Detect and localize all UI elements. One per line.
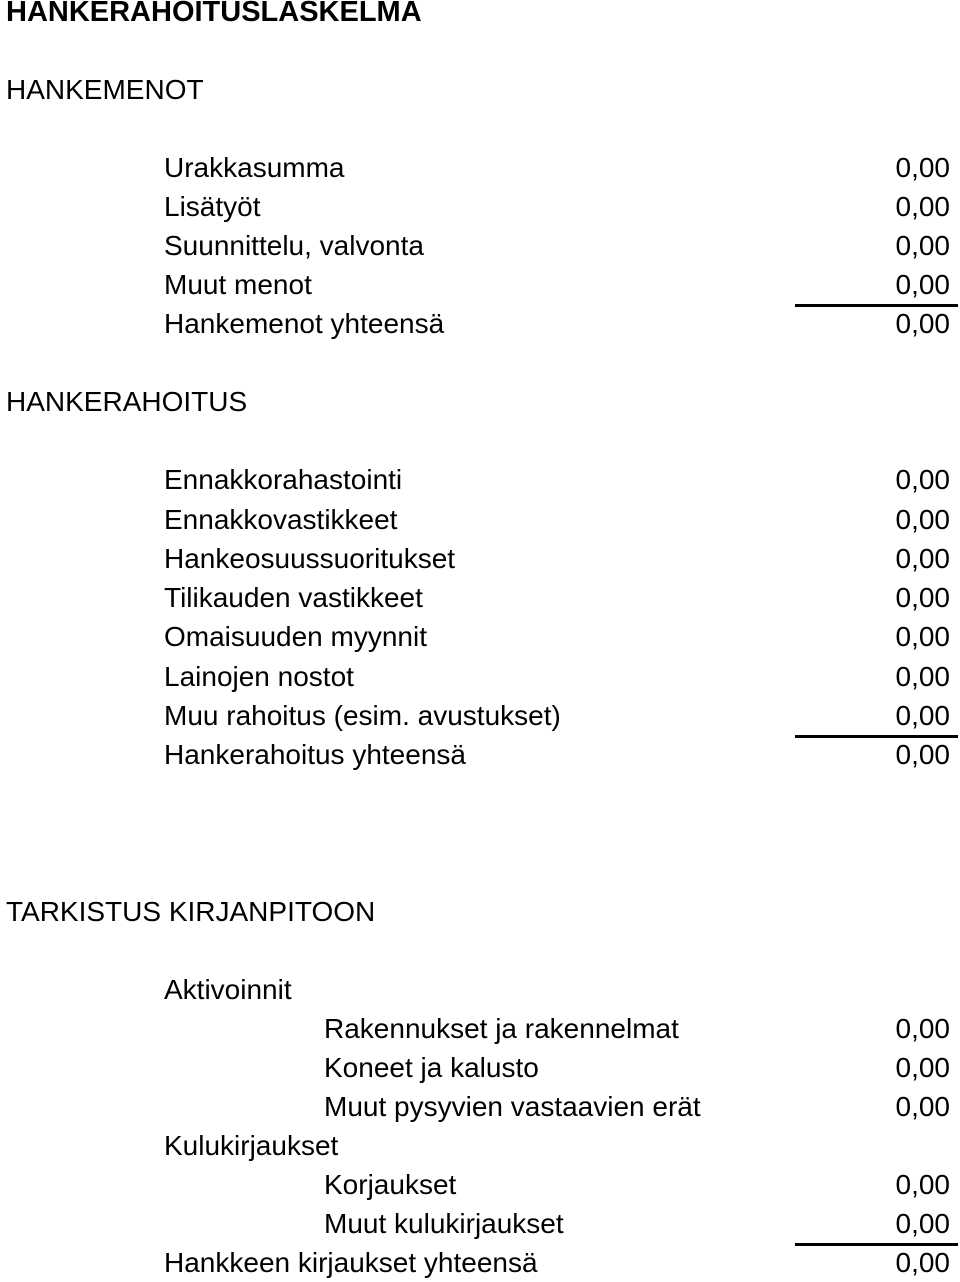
row-label-ennakkorahastointi: Ennakkorahastointi	[164, 464, 403, 495]
total-label-hankemenot: Hankemenot yhteensä	[164, 308, 445, 339]
row-value-urakkasumma: 0,00	[895, 152, 950, 183]
row-value-muut-kulukirjaukset: 0,00	[895, 1208, 950, 1239]
row-label-muut-pysyvien: Muut pysyvien vastaavien erät	[324, 1091, 701, 1122]
row-value-muut-menot: 0,00	[895, 269, 950, 300]
row-value-ennakkorahastointi: 0,00	[895, 464, 950, 495]
row-value-lainojen-nostot: 0,00	[895, 661, 950, 692]
row-value-koneet-ja-kalusto: 0,00	[895, 1052, 950, 1083]
row-label-muu-rahoitus: Muu rahoitus (esim. avustukset)	[164, 700, 561, 731]
row-value-rakennukset: 0,00	[895, 1013, 950, 1044]
row-value-omaisuuden-myynnit: 0,00	[895, 621, 950, 652]
row-label-lainojen-nostot: Lainojen nostot	[164, 661, 354, 692]
row-label-urakkasumma: Urakkasumma	[164, 152, 345, 183]
total-label-hankerahoitus: Hankerahoitus yhteensä	[164, 739, 466, 770]
row-value-korjaukset: 0,00	[895, 1169, 950, 1200]
row-value-ennakkovastikkeet: 0,00	[895, 504, 950, 535]
row-value-muut-pysyvien: 0,00	[895, 1091, 950, 1122]
row-label-rakennukset: Rakennukset ja rakennelmat	[324, 1013, 679, 1044]
row-label-ennakkovastikkeet: Ennakkovastikkeet	[164, 504, 398, 535]
row-label-lisatyot: Lisätyöt	[164, 191, 261, 222]
row-label-hankeosuussuoritukset: Hankeosuussuoritukset	[164, 543, 456, 574]
total-value-hankemenot: 0,00	[895, 308, 950, 339]
section-heading-tarkistus: TARKISTUS KIRJANPITOON	[6, 896, 376, 927]
total-divider-hankerahoitus	[795, 735, 958, 738]
section-heading-hankerahoitus: HANKERAHOITUS	[6, 386, 248, 417]
total-value-hankerahoitus: 0,00	[895, 739, 950, 770]
total-divider-hankemenot	[795, 304, 958, 307]
row-label-korjaukset: Korjaukset	[324, 1169, 457, 1200]
row-label-omaisuuden-myynnit: Omaisuuden myynnit	[164, 621, 428, 652]
group-label-aktivoinnit: Aktivoinnit	[164, 974, 292, 1005]
group-label-kulukirjaukset: Kulukirjaukset	[164, 1130, 339, 1161]
row-value-suunnittelu-valvonta: 0,00	[895, 230, 950, 261]
page-title: HANKERAHOITUSLASKELMA	[6, 0, 422, 28]
row-value-lisatyot: 0,00	[895, 191, 950, 222]
total-label-tarkistus: Hankkeen kirjaukset yhteensä	[164, 1247, 538, 1278]
row-value-tilikauden-vastikkeet: 0,00	[895, 582, 950, 613]
row-label-suunnittelu-valvonta: Suunnittelu, valvonta	[164, 230, 424, 261]
row-value-hankeosuussuoritukset: 0,00	[895, 543, 950, 574]
row-label-koneet-ja-kalusto: Koneet ja kalusto	[324, 1052, 539, 1083]
total-value-tarkistus: 0,00	[895, 1247, 950, 1278]
row-label-muut-kulukirjaukset: Muut kulukirjaukset	[324, 1208, 564, 1239]
row-label-tilikauden-vastikkeet: Tilikauden vastikkeet	[164, 582, 423, 613]
total-divider-tarkistus	[795, 1243, 958, 1246]
section-heading-hankemenot: HANKEMENOT	[6, 74, 204, 105]
row-value-muu-rahoitus: 0,00	[895, 700, 950, 731]
row-label-muut-menot: Muut menot	[164, 269, 312, 300]
